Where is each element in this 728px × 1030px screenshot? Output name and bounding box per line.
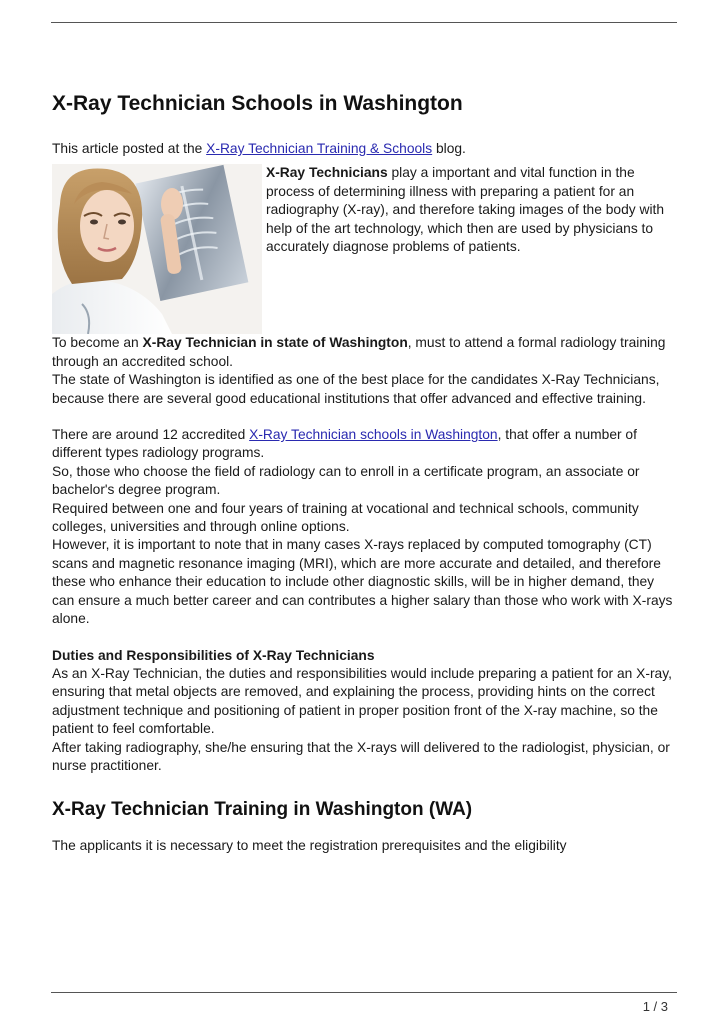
paragraph-applicants: The applicants it is necessary to meet the registration prerequisites and the eligibility — [52, 838, 567, 854]
paragraph-duties: As an X-Ray Technician, the duties and responsibilities would include preparing a patient for an X-ray, ensuring that metal objects are removed, and explaining the process, providing hints on the correct adjustment technique and positioning of patient in proper position front of the X-ray machine, so the patient to feel comfortable. — [52, 665, 672, 737]
paragraph-intro: X-Ray Technicians play a important and vital function in the process of determining illness with preparing a patient for an radiography (X-ray), and therefore taking images of the body with help of the art technology, which then are used by physicians to accurately diagnose problems of patients. — [266, 165, 665, 255]
page-number: 1 / 3 — [642, 999, 668, 1014]
paragraph-become: To become an X-Ray Technician in state of Washington, must to attend a formal radiology training through an accredited school. — [52, 335, 666, 369]
paragraph-training-years: Required between one and four years of training at vocational and technical schools, community colleges, universities and through online options. — [52, 500, 639, 535]
footer-rule — [51, 992, 677, 993]
paragraph-ct-mri: However, it is important to note that in many cases X-rays replaced by computed tomography (CT) scans and magnetic resonance imaging (MRI), which are more accurate and detailed, and therefore these who enhance their education to include other diagnostic skills, will be in higher demand, they can ensure a much better career and can contributes a higher salary than those who work with X-rays alone. — [52, 537, 673, 627]
paragraph-after: After taking radiography, she/he ensuring that the X-rays will delivered to the radiologist, physician, or nurse practitioner. — [52, 739, 670, 773]
technician-photo — [52, 164, 262, 334]
blog-link[interactable]: X-Ray Technician Training & Schools — [206, 141, 433, 156]
paragraph-programs: So, those who choose the field of radiology can to enroll in a certificate program, an associate or bachelor's degree program. — [52, 463, 640, 498]
header-rule — [51, 22, 677, 23]
schools-link[interactable]: X-Ray Technician schools in Washington — [249, 427, 498, 443]
article-title: X-Ray Technician Schools in Washington — [52, 92, 463, 115]
paragraph-schools: There are around 12 accredited X-Ray Technician schools in Washington, that offer a number of different types radiology programs. — [52, 427, 637, 461]
duties-heading: Duties and Responsibilities of X-Ray Technicians — [52, 647, 375, 663]
article-body — [52, 90, 678, 856]
source-line: This article posted at the X-Ray Technician Training & Schools blog. — [52, 141, 466, 156]
section-title: X-Ray Technician Training in Washington (WA) — [52, 799, 473, 821]
paragraph-state: The state of Washington is identified as one of the best place for the candidates X-Ray Technicians, because there are several good educational institutions that offer advanced and effective training. — [52, 372, 660, 406]
